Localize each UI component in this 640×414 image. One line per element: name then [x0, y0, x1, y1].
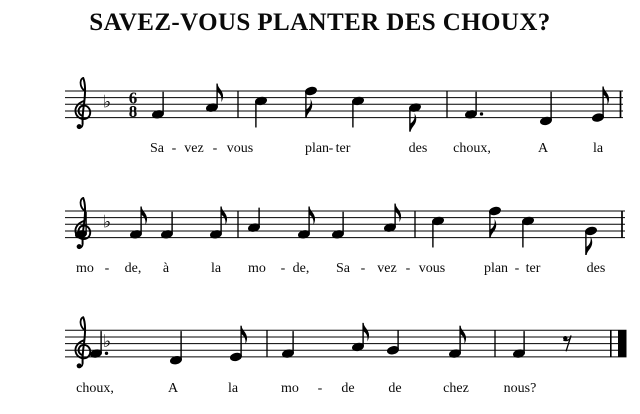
- lyric-hyphen: -: [360, 261, 366, 276]
- lyric-syllable: à: [162, 261, 170, 276]
- lyric-hyphen: -: [514, 261, 520, 276]
- lyric-syllable: vez: [184, 141, 204, 156]
- note-f5-e: [488, 206, 502, 238]
- eighth-flag: [490, 219, 497, 238]
- note-c5-q: [254, 96, 268, 128]
- lyric-syllable: A: [167, 381, 179, 396]
- eighth-flag: [410, 113, 417, 132]
- key-signature-flat: ♭: [102, 331, 112, 352]
- lyric-syllable: de: [388, 381, 402, 396]
- lyric-syllable: de,: [292, 261, 310, 276]
- time-signature: [129, 89, 138, 121]
- lyric-hyphen: -: [104, 261, 110, 276]
- lyric-hyphen: -: [328, 141, 334, 156]
- note-c5-q: [351, 96, 365, 128]
- note-a4-e: [351, 323, 369, 352]
- time-sig-numerator: 6: [128, 88, 138, 108]
- lyric-syllable: la: [210, 261, 222, 276]
- note-f4-q: [512, 331, 526, 359]
- lyric-hyphen: -: [212, 141, 218, 156]
- lyric-syllable: nous?: [503, 381, 537, 396]
- lyric-syllable: Sa: [336, 261, 350, 276]
- note-d4-q: [539, 92, 553, 127]
- lyric-syllable: la: [227, 381, 239, 396]
- lyric-syllable: de,: [124, 261, 142, 276]
- lyric-syllable: des: [408, 141, 428, 156]
- treble-clef-icon: [75, 198, 90, 249]
- eighth-rest: [563, 336, 567, 340]
- lyric-syllable: choux,: [453, 141, 491, 156]
- lyric-syllable: vez: [377, 261, 397, 276]
- lyric-hyphen: -: [171, 141, 177, 156]
- lyric-syllable: mo: [76, 261, 94, 276]
- note-f4-q: [151, 92, 165, 120]
- note-c5-q: [521, 216, 535, 248]
- staff-2: [65, 198, 625, 276]
- lyrics-line: [76, 381, 536, 396]
- lyric-syllable: ter: [525, 261, 541, 276]
- treble-clef-icon: [75, 317, 90, 368]
- eighth-flag: [586, 236, 593, 255]
- lyric-syllable: vous: [418, 261, 446, 276]
- note-f4-q: [160, 212, 174, 240]
- lyric-syllable: ter: [335, 141, 351, 156]
- staff-1: [65, 78, 623, 156]
- note-g4-q: [386, 330, 400, 355]
- note-a4-e: [408, 102, 422, 131]
- lyric-syllable: A: [537, 141, 549, 156]
- lyric-syllable: mo: [248, 261, 266, 276]
- lyric-syllable: choux,: [76, 381, 114, 396]
- lyric-hyphen: -: [405, 261, 411, 276]
- note-f4-q: [464, 92, 483, 120]
- note-c5-q: [431, 216, 445, 248]
- key-signature-flat: ♭: [102, 212, 112, 233]
- lyric-syllable: plan: [483, 261, 509, 276]
- treble-clef-icon: [75, 78, 90, 129]
- eighth-flag: [306, 99, 313, 118]
- lyric-syllable: la: [592, 141, 604, 156]
- lyrics-line: [150, 141, 604, 156]
- time-sig-denominator: 8: [128, 102, 138, 121]
- lyric-hyphen: -: [317, 381, 323, 396]
- note-d4-q: [169, 331, 183, 366]
- note-a4-e: [205, 84, 223, 113]
- lyric-syllable: Sa: [150, 141, 164, 156]
- key-signature-flat: ♭: [102, 92, 112, 113]
- augmentation-dot: [480, 112, 483, 115]
- note-f4-q: [331, 212, 345, 240]
- note-f5-e: [304, 86, 318, 118]
- lyric-syllable: chez: [443, 381, 469, 396]
- lyric-syllable: de: [341, 381, 355, 396]
- lyrics-line: [76, 261, 605, 276]
- augmentation-dot: [105, 352, 108, 355]
- note-a4-e: [383, 204, 401, 233]
- song-title: SAVEZ-VOUS PLANTER DES CHOUX?: [89, 9, 551, 36]
- lyric-syllable: mo: [281, 381, 299, 396]
- lyric-syllable: des: [586, 261, 606, 276]
- note-g4-e: [584, 226, 598, 255]
- staff-3: [65, 317, 627, 396]
- lyric-syllable: plan: [304, 141, 330, 156]
- note-f4-q: [281, 331, 295, 359]
- lyric-hyphen: -: [280, 261, 286, 276]
- lyric-syllable: vous: [226, 141, 254, 156]
